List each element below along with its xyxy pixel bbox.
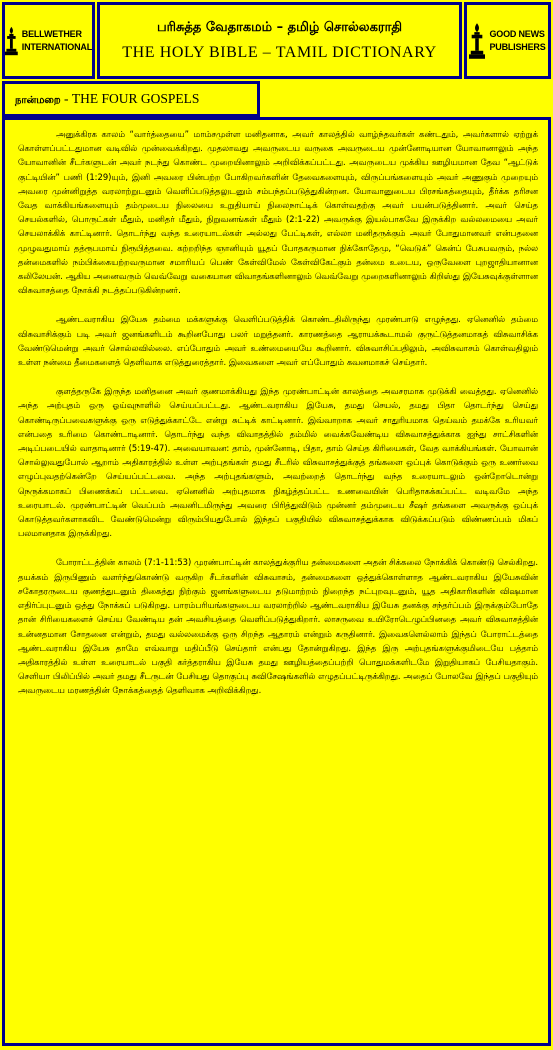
section-title-separator: -	[60, 91, 72, 106]
bellwether-logo	[2, 2, 95, 79]
section-header	[2, 81, 260, 117]
header-title-english: THE HOLY BIBLE – TAMIL DICTIONARY	[122, 43, 437, 61]
logo-right-text	[489, 28, 545, 54]
page-header	[97, 2, 462, 79]
section-title-english: THE FOUR GOSPELS	[71, 91, 200, 106]
paragraph: அனுக்கிரக காலம் “வார்த்தையை” மாம்சமுள்ள மனிதனாக, அவர் காலத்தில் வாழ்ந்தவர்கள் கண்டதும், அவர்களால் ஏற்றுக் கொள்ளப்பட்டதுமான வடிவில் முன்வைக்கிறது. முதலாவது அவருடைய வருகை அவருடைய முன்னோடியான யோவானாலும் அந்த யோவானின் சீடர்களுடன் அவர் நடந்து கொண்ட முறையினாலும் அறிவிக்கப்பட்டது. அவருடைய முக்கிய ஊழியமான தேவ “ஆட்டுக் குட்டியின்” பணி (1:29)யும், இனி அவரை பின்பற்ற போகிறவர்களின் தேவைகளையும், விருப்பங்களையும் அவர் அணுகும் முறையும் அவரை முன்னிறுத்த வரலாற்றுடனும் வெளிப்படுத்தலுடனும் சம்பந்தப்படுத்துகின்றன. யோவானுடைய பிரசங்கத்தையும், தீர்க்க தரிசன வேத வாக்கியங்களையும் தம்முடைய நிலையை உறுதியாய் நிலைநாட்டிக் கொள்வதற்கு அவர் பயன்படுத்தினார். அவர் செய்த செயல்களில், பொருட்கள் மீதும், மனிதர் மீதும், நிறுவனங்கள் மீதும் (2:1-22) அவருக்கு இயல்பாகவே இருக்கிற வல்லமையை அவர் செயலாக்கிக் காட்டினார். தொடர்ந்து வந்த உரையாடல்கள் அல்லது பேட்டிகள், எல்லா மனிதருக்கும் அவர் போதுமானவர் என்பதனை முழுவதுமாய் தத்ரூபமாய் நிரூபித்தவை. கற்றறிந்த ஞானியும் யூதப் போதகருமான நிக்கோதேமு, “வெடுக்” கென்ப் பேசுபவரும், நல்ல தன்மைகளில் நம்பிக்கையற்றவருமான சமாரியப் பெண் கேள்விமேல் கேள்விகேட்கும் தன்மை உடைய, ஒருவேளை புறஜாதியானான கலிலேயன். ஆகிய அனைவரும் வெவ்வேறு வகையான விவாதங்களினாலும் வெவ்வேறு முறைகளினாலும் கிறிஸ்து இயேசுவுக்குள்ளான விசுவாசத்தை நோக்கி நடத்தப்படுகின்றனர்.	[18, 129, 538, 296]
paragraph: ஆண்டவராகிய இயேசு தம்மை மக்களுக்கு வெளிப்படுத்திக் கொண்டதிலிருந்து முரண்பாடு எழுந்தது. ஏனெனில் தம்மை விசுவாசிக்கும் படி அவர் ஜனங்களிடம் கூறினபோது பலர் மறுத்தனர். காரணத்தை ஆராயக்கூடாமல் குருட்டுத்தனமாகத் விசுவாசிக்க வேண்டுமென்று அவர் சொல்லவில்லை. எப்போதும் அவர் உண்மையையே கூறினார். விசுவாசிப்பதிலும், அவிசுவாசம் கொள்வதிலும் உள்ள நன்மை தீமைகளைத் தெளிவாக எடுத்துரைத்தார். இவைகளை அவர் எப்போதும் கவனமாகச் செய்தார்.	[18, 314, 538, 368]
book-lamp-icon	[469, 21, 485, 61]
good-news-logo	[464, 2, 551, 79]
logo-left-line: BELLWETHER	[21, 28, 82, 39]
logo-right-line: GOOD NEWS	[489, 28, 545, 39]
logo-right-line: PUBLISHERS	[489, 41, 546, 52]
paragraph: குளத்தருகே இருந்த மனிதனை அவர் குணமாக்கியது இந்த முரண்பாட்டின் காலத்தை அவசரமாக முடுக்கி வைத்தது. ஏனெனில் அந்த அற்புதம் ஒரு ஓய்வுநாளில் செய்யப்பட்டது. ஆண்டவராகிய இயேசு, தமது செயல், தமது பிதா தொடர்ந்து செய்து கொண்டிருப்பவைகளுக்கு ஒரு எடுத்துக்காட்டே என்று சுட்டிக் காட்டினார். இவ்வாறாக அவர் சாதுரியமாக தெய்வம் தமக்கே உரியவர் என்பதை உரிமை கொண்டாடினார். தொடர்ந்து வந்த விவாதத்தில் தம்மில் வைக்கவேண்டிய விசுவாசத்துக்காக ஐந்து சாட்சிகளின் அடிப்படையில் வாதாடினார் (5:19-47). அவையாவன: தாம், முன்னோடி, பிதா, தாம் செய்த கிரியைகள், வேத வாக்கியங்கள். யோவான் சொல்லுவதுபோல் ஆறாம் அதிகாரத்தில் உள்ள அற்புதங்கள் தமது சீடரில் விசுவாசத்துக்குத் தங்களை ஒப்புக் கொடுக்கும் ஒரு உணர்வை எழுப்புவதற்கென்றே செய்யப்பட்டவை. அந்த அற்புதங்களும், அவற்றைத் தொடர்ந்து வந்த உரையாடலும் ஒன்றோடொன்று நெருக்கமாகப் பிணைக்கப் பட்டவை. ஏனெனில் அற்புதமாக நிகழ்த்தப்பட்ட உணவையின் பெரிதாகக்கப்பட்ட வடிவமே அந்த உரையாடல். முரண்பாட்டின் வெப்பம் அவனிடமிருந்து அவரை பிரித்துவிடும் முன்னர் தம்முடைய சீஷர் தங்களை அவருக்கு ஒப்புக் கொடுத்தவர்களாகவிட வேண்டுமென்று விரும்பியதுபோல் இந்தப் பகுதியில் விசுவாசத்துக்காக விடுக்கப்படும் விண்ணப்பம் மிகப் பலமானதாக இருக்கிறது.	[18, 386, 538, 539]
logo-left-line: INTERNATIONAL	[21, 41, 92, 52]
section-title-tamil: நான்மறை	[15, 95, 61, 106]
book-lamp-icon	[5, 19, 18, 63]
header-title-tamil: பரிசுத்த வேதாகமம் – தமிழ் சொல்லகராதி	[156, 19, 403, 35]
logo-left-text	[22, 28, 92, 54]
paragraph: போராட்டத்தின் காலம் (7:1-11:53) முரண்பாட்டின் காலத்துக்குரிய தன்மைகளை அதன் சிக்கலை நோக்கிக் கொண்டு செல்கிறது. தயக்கம் இருபிணும் வளர்ந்துகொண்டு வருகிற சீடர்களின் விசுவாசம், தன்மைகளை ஒத்துக்கொள்ளாத ஆண்டவராகிய இயேசுவின் சகோதரருடைய குணத்துடனும் திகைத்து நிற்கும் ஜனங்களுடைய தடுமாற்றம் நிறைந்த நட்புறவுடனும், யூத அதிகாரிகளின் விஷமான எதிர்ப்புடனும் ஒத்து நோக்கப் படுகிறது. பாரம்பரியங்களுடைய வரலாற்றில் ஆண்டவராகிய இயேசு தனக்கு சந்தர்ப்பம் இருக்கும்போதே தான் சிரியைகளைச் செய்ய வேண்டிய தன் அவசியத்தை வெளிப்படுத்துகிறார். லாசருவை உயிரோடெழுப்பினதை அவர் விசுவாசத்தின் உன்னதமான சோதனை என்றும், தமது வல்லமைக்கு ஒரு சிறந்த ஆதாரம் என்றும் கருதினார். இவைகளெல்லாம் இந்தப் போராட்டத்தை ஆண்டவராகிய இயேசு தாமே எவ்வாறு மதிப்பீடு செய்தார் என்பது தோன்றுகிறது. இந்த இரு அற்புதங்களுக்குமிடையே பத்தாம் அதிகாரத்தில் உள்ள உரையாடல் பகுதி கர்த்தராகிய இயேசு தமது ஊழியத்தைப்பற்றி பொதுமக்களிடமே இறுதியாகப் பேசியதாகும். செளியா பிலிப்பில் அவர் தமது சீடருடன் பேசியது தொகுப்பு சுவிசேஷங்களில் எழுதப்பட்டிருக்கிறது. அதைப் போலவே இந்தப் பகுதியும் அவருடைய மரணத்தின் நோக்கத்தைத் தெளிவாக அறிவிக்கிறது.	[18, 557, 538, 696]
article-body	[2, 117, 551, 1046]
section-title	[15, 91, 199, 107]
